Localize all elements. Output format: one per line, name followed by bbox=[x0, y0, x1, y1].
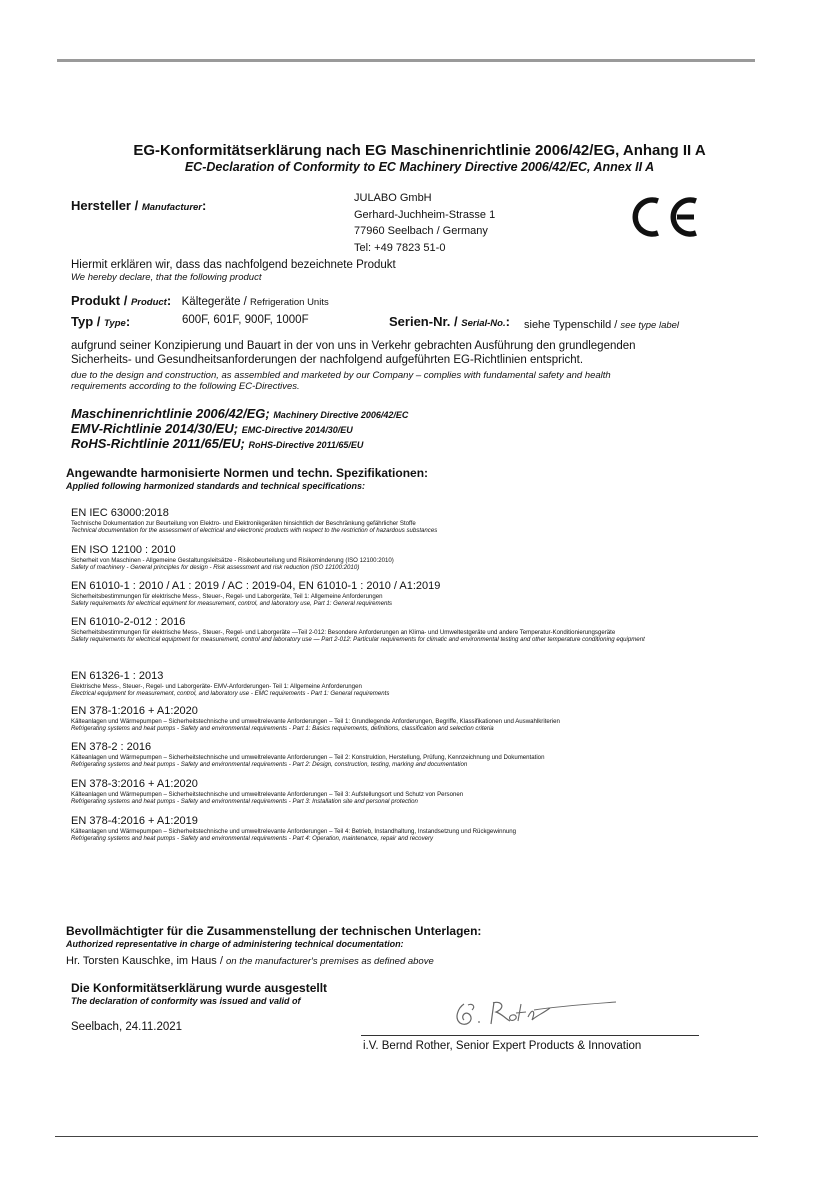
standard-code: EN 61326-1 : 2013 bbox=[71, 670, 164, 682]
directive-machinery: Maschinenrichtlinie 2006/42/EG; Machinery Directive 2006/42/EC bbox=[71, 406, 409, 421]
standard-desc-en: Safety requirements for electrical equiment for measurement, control, and laboratory use, Part 1: General requirements bbox=[71, 600, 393, 608]
bottom-rule bbox=[55, 1136, 758, 1137]
directive-emc: EMV-Richtlinie 2014/30/EU; EMC-Directive 2014/30/EU bbox=[71, 421, 353, 436]
address-line: Tel: +49 7823 51-0 bbox=[354, 241, 446, 254]
serial-label: Serien-Nr. / Serial-No.: bbox=[389, 314, 510, 329]
standard-desc-de: Sicherheitsbestimmungen für elektrische Mess-, Steuer-, Regel- und Laborgeräte —Teil 2-012: Besondere Anforderungen an Klima- und Umweltestgeräte und andere Temperatur-Konditionierungsgeräte bbox=[71, 629, 616, 636]
top-rule bbox=[57, 59, 755, 62]
authorized-title-en: Authorized representative in charge of administering technical documentation: bbox=[66, 939, 404, 949]
title-de: EG-Konformitätserklärung nach EG Maschinenrichtlinie 2006/42/EG, Anhang II A bbox=[133, 142, 706, 159]
standard-item bbox=[71, 815, 516, 843]
product-label-en: Product bbox=[130, 297, 167, 308]
place-date: Seelbach, 24.11.2021 bbox=[71, 1021, 183, 1033]
standard-code: EN 378-4:2016 + A1:2019 bbox=[71, 815, 198, 827]
standard-desc-en: Safety of machinery - General principles for design - Risk assessment and risk reduction (ISO 12100:2010) bbox=[71, 564, 360, 572]
address-line: Gerhard-Juchheim-Strasse 1 bbox=[354, 208, 496, 221]
signature-line bbox=[361, 1035, 699, 1036]
standard-desc-en: Technical documentation for the assessment of electrical and electronic products with respect to the restriction of hazardous substances bbox=[71, 527, 438, 535]
standard-item bbox=[71, 507, 437, 535]
product-row: Produkt / Product: Kältegeräte / Refrigeration Units bbox=[71, 293, 329, 308]
standard-desc-de: Kälteanlagen und Wärmepumpen – Sicherheitstechnische und umweltrelevante Anforderungen – Teil 3: Aufstellungsort und Schutz von Personen bbox=[71, 791, 464, 798]
authorized-person: Hr. Torsten Kauschke, im Haus / on the manufacturer's premises as defined above bbox=[66, 955, 434, 967]
declaration-en: We hereby declare, that the following product bbox=[71, 272, 262, 283]
standard-desc-en: Refrigerating systems and heat pumps - Safety and environmental requirements - Part 4: Operation, maintenance, repair and recovery bbox=[71, 835, 434, 843]
type-value: 600F, 601F, 900F, 1000F bbox=[182, 314, 309, 326]
standard-desc-de: Kälteanlagen und Wärmepumpen – Sicherheitstechnische und umweltrelevante Anforderungen – Teil 2: Konstruktion, Herstellung, Prüfung, Kennzeichnung und Dokumentation bbox=[71, 754, 545, 761]
standard-code: EN 61010-1 : 2010 / A1 : 2019 / AC : 2019-04, EN 61010-1 : 2010 / A1:2019 bbox=[71, 580, 441, 592]
issued-title-en: The declaration of conformity was issued and valid of bbox=[71, 996, 301, 1006]
signature-image bbox=[450, 996, 620, 1030]
standard-item bbox=[71, 616, 691, 644]
conformity-en-2: requirements according to the following EC-Directives. bbox=[71, 381, 300, 392]
standard-item bbox=[71, 670, 389, 698]
standard-code: EN IEC 63000:2018 bbox=[71, 507, 169, 519]
standards-heading-en: Applied following harmonized standards and technical specifications: bbox=[66, 481, 366, 491]
standard-desc-en: Refrigerating systems and heat pumps - Safety and environmental requirements - Part 1: Basics requirements, definitions, classification and selection criteria bbox=[71, 725, 494, 733]
conformity-de-1: aufgrund seiner Konzipierung und Bauart in der von uns in Verkehr gebrachten Ausführung den grundlegenden bbox=[71, 340, 636, 352]
standard-desc-en: Electrical equipment for measurement, control, and laboratory use - EMC requirements - Part 1: General requirements bbox=[71, 690, 390, 698]
standard-item bbox=[71, 544, 394, 572]
standard-desc-de: Elektrische Mess-, Steuer-, Regel- und Laborgeräte- EMV-Anforderungen- Teil 1: Allgemeine Anforderungen bbox=[71, 683, 362, 690]
conformity-de-2: Sicherheits- und Gesundheitsanforderungen der nachfolgend aufgeführten EG-Richtlinien entspricht. bbox=[71, 354, 584, 366]
standard-desc-en: Refrigerating systems and heat pumps - Safety and environmental requirements - Part 3: Installation site and personal protection bbox=[71, 798, 418, 806]
standard-desc-de: Sicherheit von Maschinen - Allgemeine Gestaltungsleitsätze - Risikobeurteilung und Risikominderung (ISO 12100:2010) bbox=[71, 557, 394, 564]
manufacturer-address bbox=[354, 190, 495, 256]
address-line: JULABO GmbH bbox=[354, 192, 432, 204]
standard-item bbox=[71, 741, 544, 769]
address-line: 77960 Seelbach / Germany bbox=[354, 225, 488, 237]
directive-rohs: RoHS-Richtlinie 2011/65/EU; RoHS-Directive 2011/65/EU bbox=[71, 436, 364, 451]
product-label-de: Produkt / bbox=[71, 293, 131, 308]
ce-mark bbox=[628, 195, 700, 239]
standard-desc-de: Kälteanlagen und Wärmepumpen – Sicherheitstechnische und umweltrelevante Anforderungen – Teil 1: Grundlegende Anforderungen, Begriffe, Klassifikationen und Auswahlkriterien bbox=[71, 718, 560, 725]
standard-desc-de: Technische Dokumentation zur Beurteilung von Elektro- und Elektronikgeräten hinsichtlich der Beschränkung gefährlicher Stoffe bbox=[71, 520, 416, 527]
standard-code: EN 378-3:2016 + A1:2020 bbox=[71, 778, 198, 790]
standard-item bbox=[71, 778, 463, 806]
issued-title-de: Die Konformitätserklärung wurde ausgestellt bbox=[71, 981, 328, 995]
standard-desc-de: Sicherheitsbestimmungen für elektrische Mess-, Steuer-, Regel- und Laborgeräte, Teil 1: Allgemeine Anforderungen bbox=[71, 593, 383, 600]
standard-desc-en: Safety requirements for electrical equipment for measurement, control and laboratory use — Part 2-012: Particular requirements for climatic and environmental testing and other temperature conditioning equipment bbox=[71, 636, 645, 644]
title-en: EC-Declaration of Conformity to EC Machinery Directive 2006/42/EC, Annex II A bbox=[184, 160, 655, 174]
product-value-de: Kältegeräte / bbox=[181, 296, 251, 308]
standards-heading-de: Angewandte harmonisierte Normen und techn. Spezifikationen: bbox=[66, 466, 429, 480]
product-value-en: Refrigeration Units bbox=[250, 297, 329, 308]
standard-item bbox=[71, 580, 440, 608]
standard-desc-en: Refrigerating systems and heat pumps - Safety and environmental requirements - Part 2: Design, construction, testing, marking and documentation bbox=[71, 761, 468, 769]
standard-code: EN ISO 12100 : 2010 bbox=[71, 544, 176, 556]
standard-code: EN 378-2 : 2016 bbox=[71, 741, 152, 753]
conformity-en-1: due to the design and construction, as assembled and marketed by our Company – complies with fundamental safety and health bbox=[71, 370, 611, 381]
type-label: Typ / Type: bbox=[71, 314, 131, 329]
manufacturer-label: Hersteller / Manufacturer: bbox=[71, 198, 207, 213]
standard-code: EN 61010-2-012 : 2016 bbox=[71, 616, 186, 628]
standard-code: EN 378-1:2016 + A1:2020 bbox=[71, 705, 198, 717]
signatory: i.V. Bernd Rother, Senior Expert Products & Innovation bbox=[363, 1040, 642, 1052]
standard-item bbox=[71, 705, 560, 733]
authorized-title-de: Bevollmächtigter für die Zusammenstellung der technischen Unterlagen: bbox=[66, 924, 482, 938]
standard-desc-de: Kälteanlagen und Wärmepumpen – Sicherheitstechnische und umweltrelevante Anforderungen – Teil 4: Betrieb, Instandhaltung, Instandsetzung und Rückgewinnung bbox=[71, 828, 517, 835]
declaration-de: Hiermit erklären wir, dass das nachfolgend bezeichnete Produkt bbox=[71, 259, 396, 271]
serial-value: siehe Typenschild / see type label bbox=[524, 319, 680, 331]
